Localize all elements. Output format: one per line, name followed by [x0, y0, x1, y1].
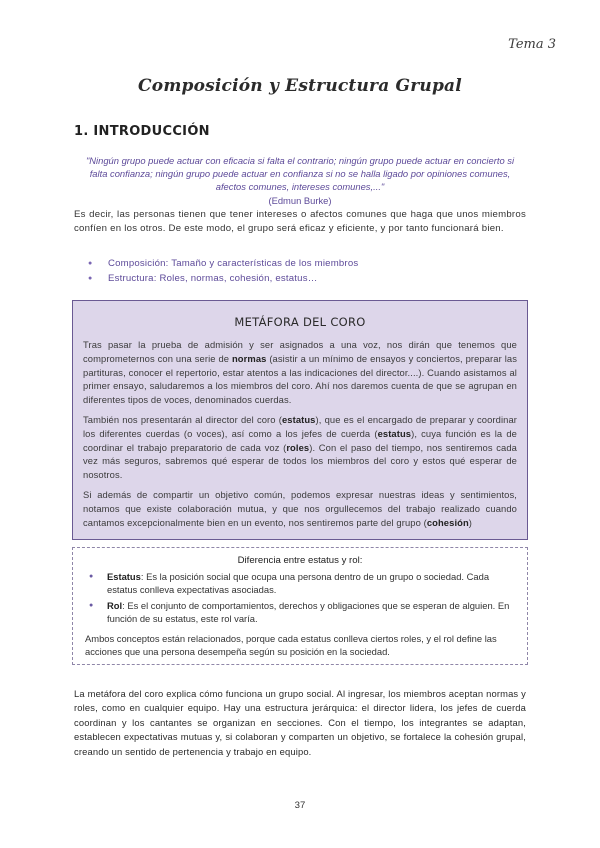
keyword-estatus: estatus — [377, 427, 412, 439]
keyword-roles: roles — [286, 441, 310, 453]
list-item: ● Estructura: Roles, normas, cohesión, estatus… — [88, 272, 358, 287]
list-item — [89, 570, 515, 597]
text-run: También nos presentarán al director del coro ( — [83, 413, 282, 425]
text-run: (asistir a un mínimo de ensayos y conciertos, preparar las partituras, conocer el repertorio, estar atentos a las indicaciones del director....). Cuando asistamos al primer ensayo, saludaremos a los miembros del coro. Ahí nos daremos cuenta de que se agrupan en diferentes tipos de voces, denominados cuerdas. — [83, 352, 517, 406]
keyword-cohesion: cohesión — [426, 516, 469, 528]
page-title: Composición y Estructura Grupal — [138, 76, 462, 96]
difference-title: Diferencia entre estatus y rol: — [237, 555, 363, 566]
term-rol: Rol — [107, 599, 123, 611]
text-run: Si además de compartir un objetivo común, podemos expresar nuestras ideas y sentimientos, notamos que existe colaboración mutua, y que nos orgullecemos del trabajo realizado cuando cantamos excepcionalmente bien en un evento, nos sentiremos parte del grupo ( — [83, 488, 517, 528]
choir-metaphor-title: METÁFORA DEL CORO — [234, 315, 366, 329]
keyword-normas: normas — [231, 352, 267, 364]
text-run: ), cuya función es la de coordinar el trabajo preparatorio de cada voz ( — [83, 427, 517, 453]
choir-paragraph-1 — [83, 338, 517, 407]
definition-text: : Es la posición social que ocupa una persona dentro de un grupo o sociedad. Cada estatus conlleva expectativas asociadas. — [107, 571, 490, 596]
difference-footer: Ambos conceptos están relacionados, porque cada estatus conlleva ciertos roles, y el rol define las acciones que una persona desempeña según su posición en la sociedad. — [85, 632, 497, 658]
list-item — [89, 599, 515, 626]
quote-text: "Ningún grupo puede actuar con eficacia si falta el contrario; ningún grupo puede actuar en concierto si falta confianza; ningún grupo puede actuar en confianza si no se halla ligado por opiniones comunes, afectos comunes, intereses comunes,..." — [85, 155, 515, 193]
status-role-difference-box — [72, 547, 528, 665]
topic-label: Tema 3 — [508, 37, 556, 52]
difference-list — [85, 570, 515, 626]
term-estatus: Estatus — [107, 571, 141, 582]
text-run: ) — [468, 516, 473, 528]
keyword-estatus: estatus — [281, 413, 316, 425]
summary-paragraph: La metáfora del coro explica cómo funciona un grupo social. Al ingresar, los miembros aceptan normas y roles, como en cualquier equipo. Hay una estructura jerárquica: el director lidera, los jefes de cuerda coordinan y los cantantes se organizan en secciones. Con el tiempo, los integrantes se adaptan, establecen expectativas mutuas y, si colaboran y comparten un objetivo, se fortalece la cohesión grupal, creando un sentido de pertenencia y trabajo en equipo. — [74, 688, 526, 757]
list-item: ● Composición: Tamaño y características de los miembros — [88, 257, 358, 272]
choir-paragraph-2 — [83, 413, 517, 482]
choir-paragraph-3 — [83, 488, 517, 529]
text-run: ). Con el paso del tiempo, nos sentiremos cada vez más seguros, sabremos qué esperar de todos los miembros del coro y estos qué esperar de nosotros. — [83, 441, 517, 481]
page-number: 37 — [294, 800, 306, 811]
text-run: Tras pasar la prueba de admisión y ser asignados a una voz, nos dirán que tenemos que comprometernos con una serie de — [83, 339, 517, 364]
section-heading-introduction: 1. INTRODUCCIÓN — [74, 124, 210, 139]
definition-text: : Es el conjunto de comportamientos, derechos y obligaciones que se esperan de alguien. En función de su estatus, este rol varía. — [107, 599, 510, 625]
text-run: ), que es el encargado de preparar y coordinar los diferentes cuerdas (o voces), así como a los jefes de cuerda ( — [83, 413, 518, 439]
intro-paragraph: Es decir, las personas tienen que tener intereses o afectos comunes que haga que unos miembros confíen en los otros. De este modo, el grupo será eficaz y eficiente, y por tanto funcionará bien. — [74, 209, 526, 235]
quote-author: (Edmun Burke) — [268, 194, 332, 206]
choir-metaphor-box — [72, 300, 528, 540]
intro-bullet-list — [88, 257, 358, 286]
opening-quote — [78, 154, 522, 207]
